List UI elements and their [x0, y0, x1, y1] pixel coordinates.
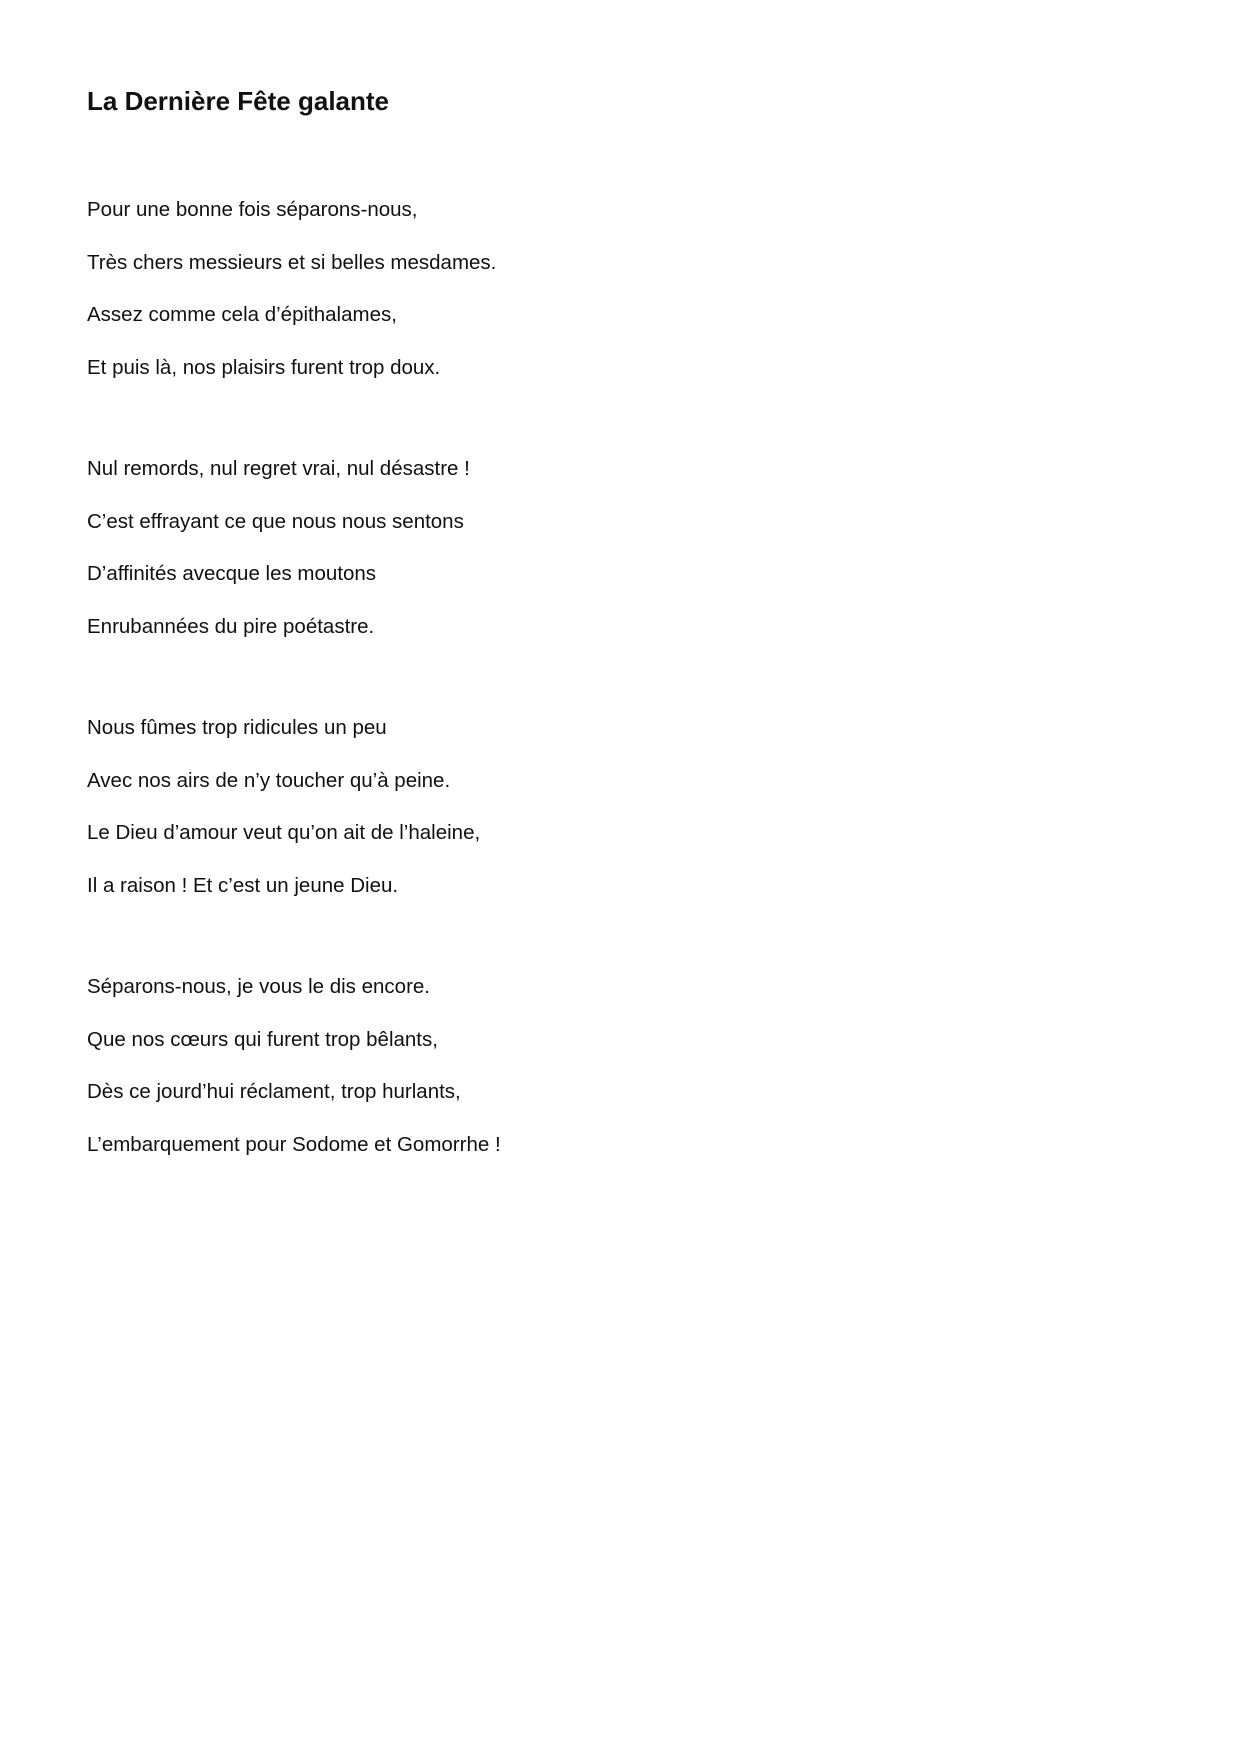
stanza-3 [87, 716, 480, 926]
stanza-4 [87, 975, 501, 1185]
poem-line: Enrubannées du pire poétastre. [87, 614, 375, 638]
poem-line: Nul remords, nul regret vrai, nul désastre ! [87, 457, 470, 480]
poem-title: La Dernière Fête galante [87, 86, 389, 116]
stanza-1 [87, 198, 496, 408]
poem-line: Avec nos airs de n’y toucher qu’à peine. [87, 768, 451, 792]
poem-line: L’embarquement pour Sodome et Gomorrhe ! [87, 1132, 501, 1156]
poem-line: Que nos cœurs qui furent trop bêlants, [87, 1027, 438, 1051]
poem-line: Séparons-nous, je vous le dis encore. [87, 975, 431, 998]
poem-line: Et puis là, nos plaisirs furent trop doux. [87, 355, 441, 379]
poem-line: Le Dieu d’amour veut qu’on ait de l’haleine, [87, 821, 481, 844]
poem-line: Il a raison ! Et c’est un jeune Dieu. [87, 873, 399, 897]
poem-line: C’est effrayant ce que nous nous sentons [87, 509, 464, 533]
stanza-2 [87, 457, 470, 667]
poem-line: Dès ce jourd’hui réclament, trop hurlants, [87, 1080, 461, 1103]
poem-line: Nous fûmes trop ridicules un peu [87, 716, 387, 739]
poem-line: Très chers messieurs et si belles mesdames. [87, 250, 497, 274]
poem-line: Pour une bonne fois séparons-nous, [87, 198, 418, 221]
poem-line: D’affinités avecque les moutons [87, 562, 377, 585]
poem-line: Assez comme cela d’épithalames, [87, 303, 397, 326]
